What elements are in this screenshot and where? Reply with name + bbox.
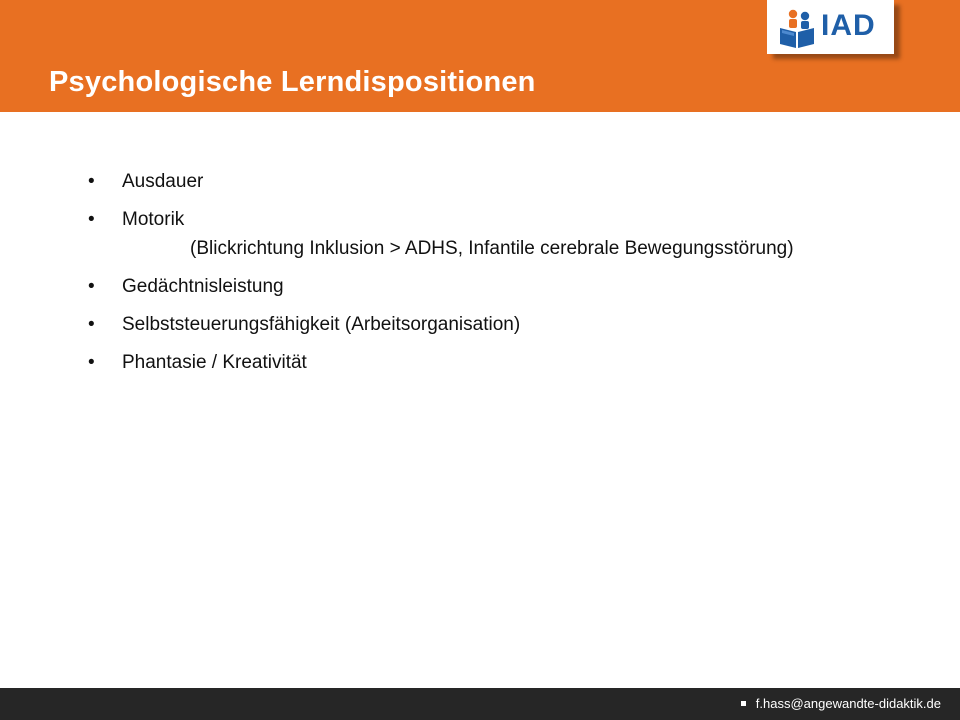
footer-email-link[interactable]: f.hass@angewandte-didaktik.de <box>755 696 941 711</box>
slide-title: Psychologische Lerndispositionen <box>49 66 536 98</box>
logo-figures-icon <box>779 9 815 49</box>
square-bullet-icon <box>741 701 746 706</box>
iad-logo <box>767 0 894 54</box>
slide-header <box>0 0 960 112</box>
bullet-item-motorik <box>88 205 808 263</box>
logo-text: IAD <box>821 9 876 42</box>
bullet-label: Selbststeuerungsfähigkeit (Arbeitsorganisation) <box>122 314 521 335</box>
bullet-marker: • <box>88 314 95 335</box>
bullet-marker: • <box>88 171 95 192</box>
footer-contact <box>741 696 941 711</box>
bullet-marker: • <box>88 276 95 297</box>
bullet-item-selbststeuerung <box>88 310 808 339</box>
bullet-item-ausdauer <box>88 167 808 196</box>
bullet-marker: • <box>88 209 95 230</box>
bullet-label: Ausdauer <box>122 171 204 192</box>
bullet-label: Phantasie / Kreativität <box>122 352 307 373</box>
bullet-marker: • <box>88 352 95 373</box>
bullet-item-gedaechtnisleistung <box>88 272 808 301</box>
bullet-label: Gedächtnisleistung <box>122 276 284 297</box>
bullet-item-phantasie <box>88 348 808 377</box>
slide-footer <box>0 688 960 720</box>
bullet-label: Motorik <box>122 209 185 230</box>
bullet-subtext: (Blickrichtung Inklusion > ADHS, Infantile cerebrale Bewegungsstörung) <box>190 238 794 259</box>
bullet-list <box>88 167 808 386</box>
